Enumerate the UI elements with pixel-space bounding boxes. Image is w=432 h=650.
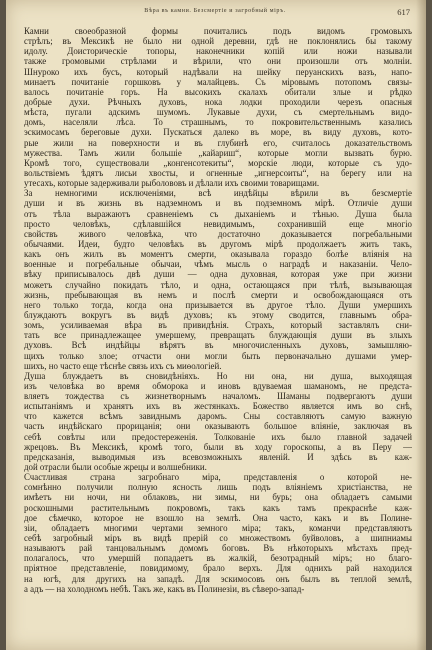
text-line: домъ, населяли лѣса. То страшнымъ, то покровительственнымъ казались	[24, 117, 412, 128]
text-line: военные и погребальные обычаи, чѣмъ мысль о наградѣ и наказаніи. Чело-	[24, 259, 412, 270]
page-header	[20, 8, 410, 22]
text-line: роскошными растительнымъ покровомъ, такъ какъ тамъ прекраснѣе каж-	[24, 502, 412, 513]
text-line: вѣку приписывалось двѣ души — одна духовная, которая уже при жизни	[24, 269, 412, 280]
running-head: Вѣра въ камни. Безсмертіе и загробный міръ.	[144, 8, 286, 14]
text-line: а адъ — на холодномъ небѣ. Такъ же, какъ въ Полинезіи, въ сѣверо-запад-	[24, 583, 305, 594]
text-line: можетъ случайно покидать тѣло, и одна, остающаяся при тѣлѣ, вызывающая	[24, 279, 412, 290]
text-line: часть индѣйскаго прорицанія; они оказываютъ большое вліяніе, заключая въ	[24, 421, 412, 432]
text-line: дое сѣмечко, которое не взошло на землѣ. Она часто, какъ и въ Полине-	[24, 512, 412, 523]
text-line: называютъ рай танцовальнымъ домомъ боговъ. Въ нѣкоторыхъ мѣстахъ пред-	[24, 543, 412, 554]
text-line: мѣста, пугали адскимъ шумомъ. Лукавые духи, съ смертельнымъ видо-	[24, 107, 412, 118]
text-line: души и въ жизнь въ надземномъ и въ подземномъ мірѣ. Отличіе души	[24, 198, 412, 209]
text-line: что кажется всѣмъ завиднымъ даромъ. Сны составляютъ самую важную	[24, 411, 412, 422]
text-line: зіи, обладаетъ многими чертами земного міра; такъ, команчи представляютъ	[24, 522, 412, 533]
text-line: вольствіемъ ѣдятъ лисьи хвосты, и огненные „игнерсоиты“, на берегу или на	[24, 167, 412, 178]
text-line: изъ человѣка во время обморока и иновъ вдуваемая шаманомъ, не предста-	[24, 380, 412, 391]
text-line: За немногими исключеніями, всѣ индѣйцы вѣрили въ безсмертіе	[24, 188, 412, 199]
text-line: валось почитаніе горъ. На высокихъ скалахъ обитали злые и рѣдко	[24, 86, 412, 97]
text-line: отъ тѣла выражаютъ сравненіемъ съ дыханіемъ и тѣнью. Душа была	[24, 208, 412, 219]
text-line: зомъ, усиливаемая вѣра въ привидѣнія. Страхъ, который заставлялъ сни-	[24, 320, 412, 331]
text-line: идолу. Доисторическіе топоры, наконечники копій или ножи называли	[24, 46, 412, 57]
page-number: 617	[397, 7, 410, 17]
text-line: Камни своеобразной формы почитались подъ видомъ громовыхъ	[24, 26, 412, 36]
text-line: просто человѣкъ, сдѣлавшійся невидимымъ, сохранившій еще многіо	[24, 218, 412, 229]
text-line: стрѣлъ; въ Мексикѣ не было ни одной деревни, гдѣ не поклонялись бы такому	[24, 36, 412, 47]
text-line: жрецовъ. Въ Мексикѣ, кромѣ того, были въ ходу гороскопы, а въ Перу —	[24, 441, 412, 452]
text-line: Кромѣ того, существовали „конгенсотекиты“, морскіе люди, которые съ удо-	[24, 157, 412, 168]
body-text	[24, 26, 412, 594]
text-line: щихъ только злое; отчасти они могли быть первоначально душами умер-	[24, 350, 412, 361]
text-line: полагалось, что умершій попадаетъ въ жалкій, безотрадный міръ; но благо-	[24, 553, 412, 564]
text-line: тать все принадлежащее умершему, превращать блуждающія души въ злыхъ	[24, 330, 412, 341]
text-line: духовъ. Всѣ индѣйцы вѣрятъ въ многочисленныхъ духовъ, замышляю-	[24, 340, 412, 351]
text-line: него только тогда, когда она призывается въ другое тѣло. Души умершихъ	[24, 299, 412, 310]
text-line: блуждаютъ вокругъ въ видѣ духовъ; къ этому сводится, главнымъ обра-	[24, 309, 412, 320]
text-line: пріятное представленіе, повидимому, брало верхъ. Для однихъ рай находился	[24, 563, 412, 574]
text-line: мужества. Тамъ жили большіе „кайариш“, которые могли вызвать бурю.	[24, 147, 412, 158]
text-line: сомнѣнно получили полную ясность лишь подъ вліяніемъ христіанства, не	[24, 482, 412, 493]
text-line: какъ онъ жилъ въ моментъ смерти, оказывала гораздо болѣе вліянія на	[24, 249, 412, 260]
text-line: имѣетъ ни ночи, ни облаковъ, ни зимы, ни бурь; она обладаетъ самыми	[24, 492, 412, 503]
text-line: жизнь, пребывающая въ немъ и послѣ смерти и освобождающаяся отъ	[24, 289, 412, 300]
text-line: дой отрасли были особые жрецы и волшебники.	[24, 462, 207, 473]
text-line: испытаніямъ и хранятъ ихъ въ жестянкахъ. Божество является имъ во снѣ,	[24, 401, 412, 412]
text-line: утесахъ, которые задерживали рыболововъ и дѣлали ихъ своими товарищами.	[24, 178, 320, 189]
text-line: Шнуроко ихъ бусъ, который надѣвали на шейку перуанскихъ вазъ, напо-	[24, 66, 412, 77]
text-line: обычаями. Идеи, будто человѣкъ въ другомъ мірѣ продолжаетъ жить такъ,	[24, 238, 412, 249]
text-line: Счастливая страна загробнаго міра, представленія о которой не-	[24, 472, 412, 483]
text-line: добрые духи. Рѣчныхъ духовъ, нока лодки проходили черезъ опасныя	[24, 96, 412, 107]
text-line: свойствъ живого человѣка, что достаточно доказывается погребальными	[24, 228, 412, 239]
book-page	[6, 0, 426, 650]
text-line: предсказанія, выводимыя изъ всевозможныхъ явленій. И здѣсь въ каж-	[24, 451, 412, 462]
text-line: рые жили на поверхности и въ глубинѣ его, считалось доказательствомъ	[24, 137, 412, 148]
text-line: на югѣ, для другихъ на западѣ. Для эскимосовъ онъ былъ въ теплой землѣ,	[24, 573, 412, 584]
text-line: вляетъ тождества съ жизнетворнымъ началомъ. Шаманы подвергаютъ души	[24, 391, 412, 402]
text-line: шихъ, но часто еще тѣснѣе связь ихъ съ миѳологіей.	[24, 360, 222, 371]
text-line: также громовыми стрѣлами и вѣрили, что они произошли отъ молніи.	[24, 56, 412, 67]
text-line: минаетъ почитаніе горшковъ у малайцевъ. Съ міровымъ потопомъ связы-	[24, 76, 412, 87]
text-line: себѣ совѣты или предостереженія. Толкованіе ихъ было главной задачей	[24, 431, 412, 442]
text-line: эскимосамъ береговые духи. Пускаться далеко въ море, въ виду духовъ, кото-	[24, 127, 412, 138]
text-line: Душа блуждаетъ въ сновидѣніяхъ. Но ни она, ни душа, выходящая	[24, 370, 412, 381]
text-line: себѣ загробный міръ въ видѣ прерій со множествомъ буйволовъ, а шипниамы	[24, 533, 412, 544]
